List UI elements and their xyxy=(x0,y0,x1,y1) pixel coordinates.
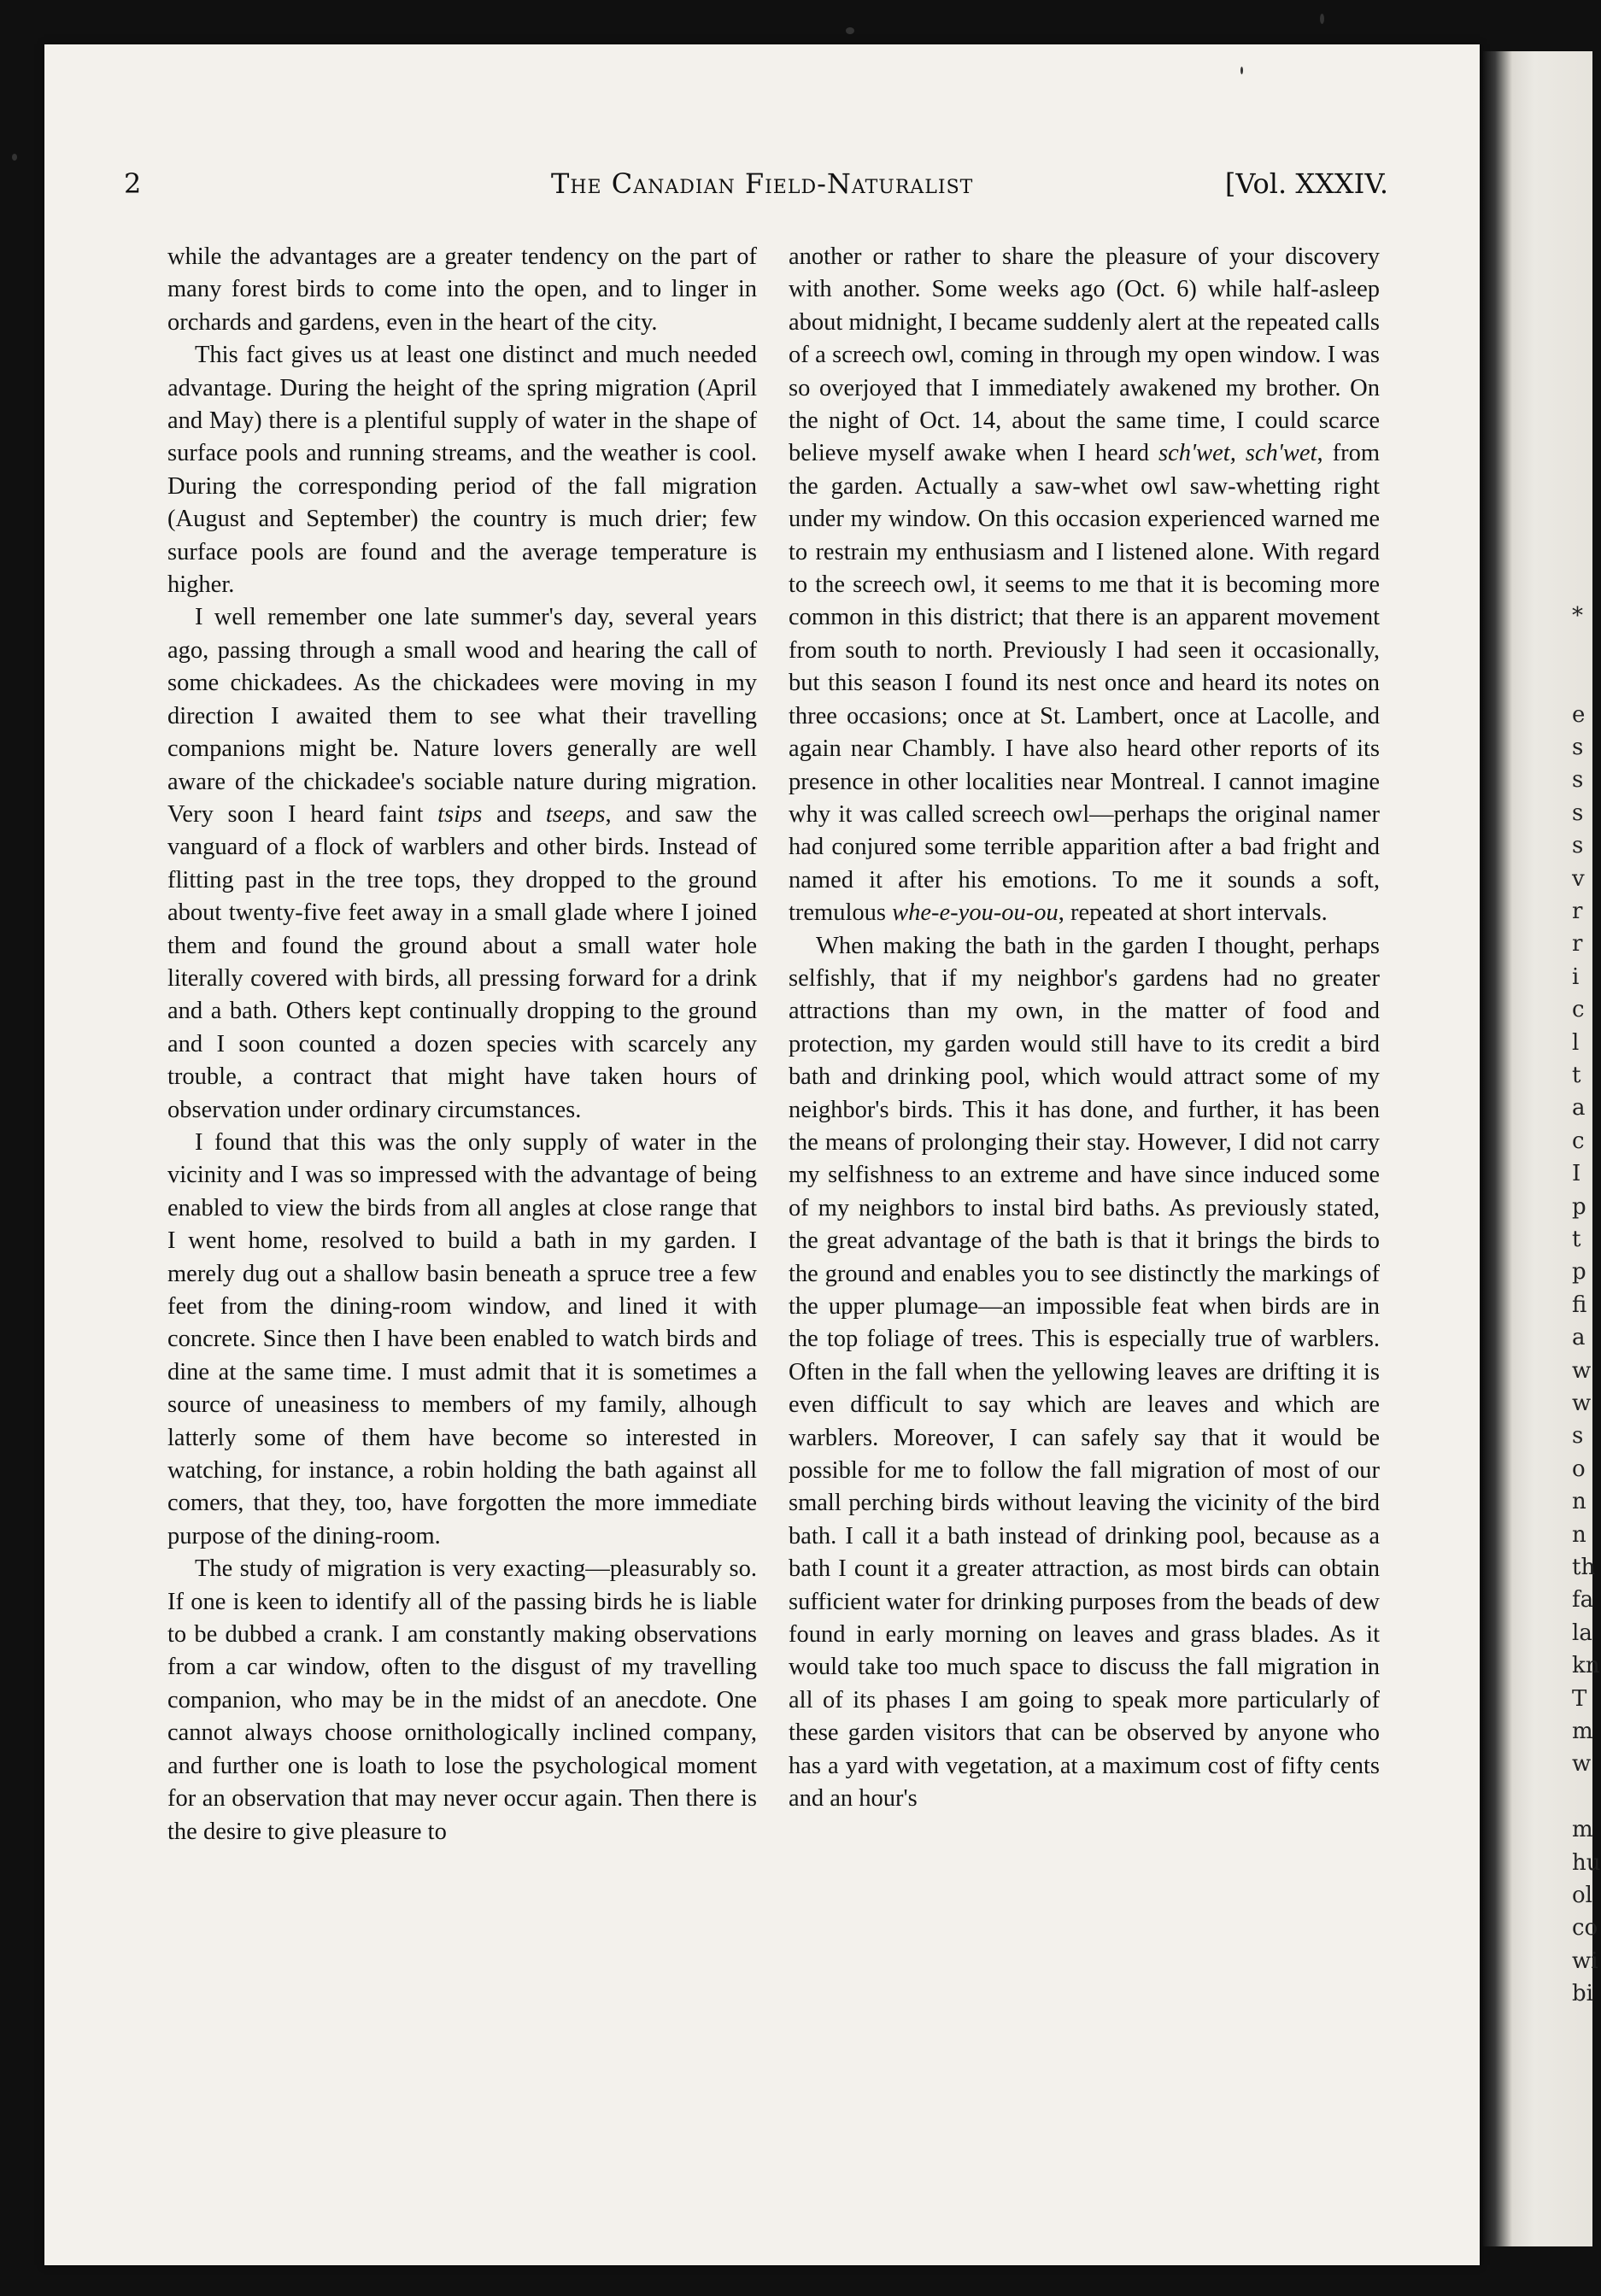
text-run: I well remember one late summer's day, several years ago, passing through a small wood and hearing the call of some chickadees. As the chickadees were moving in my direction I awaited them to see what their travelling companions might be. Nature lovers generally are well aware of the chickadee's sociable nature during migration. Very soon I heard faint xyxy=(167,604,757,828)
text-run: and xyxy=(482,800,546,828)
adjacent-page-fragment: t xyxy=(1572,1063,1581,1088)
adjacent-page-fragment: s xyxy=(1572,1423,1584,1450)
adjacent-page-fragment: * xyxy=(1572,603,1583,630)
running-title: The Canadian Field-Naturalist xyxy=(551,167,974,200)
scan-speck xyxy=(846,27,854,34)
adjacent-page-fragment: c xyxy=(1572,997,1585,1023)
adjacent-page-fragment: la xyxy=(1572,1620,1592,1646)
adjacent-page-fragment: w xyxy=(1572,1391,1592,1416)
adjacent-page-fragment: p xyxy=(1572,1259,1586,1286)
adjacent-page-fragment: a xyxy=(1572,1095,1586,1122)
paragraph xyxy=(789,930,1380,1816)
text-run: while the advantages are a greater tendency on the part of many forest birds to come into the open, and to linger in orchards and gardens, even in the heart of the city. xyxy=(167,243,757,336)
text-run: , repeated at short intervals. xyxy=(1058,899,1328,927)
paragraph xyxy=(167,1127,757,1553)
text-run: I found that this was the only supply of water in the vicinity and I was so impressed with the advantage of being enabled to view the birds from all angles at close range that I went home, resolved to build a bath in my garden. I merely dug out a shallow basin beneath a spruce tree a few feet from the dining-room window, and lined it with concrete. Since then I have been enabled to watch birds and dine at the same time. I must admit that it is sometimes a source of uneasiness to members of my family, alhough latterly some of them have become so interested in watching, for instance, a robin holding the bath against all comers, that they, too, have forgotten the more immediate purpose of the dining-room. xyxy=(167,1128,757,1549)
adjacent-page-fragment: p xyxy=(1572,1193,1586,1220)
adjacent-page-fragment: hu xyxy=(1572,1849,1601,1876)
adjacent-page-fragment: c xyxy=(1572,1128,1585,1154)
adjacent-page-fragment: r xyxy=(1572,931,1583,958)
adjacent-page-fragment: a xyxy=(1572,1325,1586,1351)
adjacent-page-fragment: th xyxy=(1572,1555,1596,1580)
adjacent-page-fragment: w xyxy=(1572,1751,1592,1778)
adjacent-page-fragment: co xyxy=(1572,1915,1598,1942)
scan-speck xyxy=(12,154,17,161)
adjacent-page-fragment: n xyxy=(1572,1521,1586,1548)
text-run: , from the garden. Actually a saw-whet owl saw-whetting right under my window. On this occasion experienced warned me to restrain my enthusiasm and I listened alone. With regard to the screech owl, it seems to me that it is becoming more common in this district; that there is an apparent movement from south to north. Previously I had seen it occasionally, but this season I found its nest once and heard its notes on three occasions; once at St. Lambert, once at Lacolle, and again near Chambly. I have also heard other reports of its presence in other localities near Montreal. I cannot imagine why it was called screech owl—perhaps the original namer had conjured some terrible apparition after a bad fright and named it after his emotions. To me it sounds a soft, tremulous xyxy=(789,440,1380,927)
adjacent-page-fragment: e xyxy=(1572,701,1586,728)
adjacent-page-fragment: I xyxy=(1572,1161,1581,1187)
adjacent-page-fragment: wi xyxy=(1572,1948,1598,1974)
left-column xyxy=(167,241,757,1848)
adjacent-page-fragment: s xyxy=(1572,767,1584,794)
volume-label: [Vol. XXXIV. xyxy=(1224,167,1388,200)
adjacent-page-fragment: l xyxy=(1572,1029,1580,1056)
page-number: 2 xyxy=(124,167,142,200)
adjacent-page-fragment: m xyxy=(1572,1719,1593,1744)
paragraph xyxy=(167,601,757,1127)
paragraph xyxy=(789,241,1380,930)
adjacent-page-fragment: ol xyxy=(1572,1883,1592,1908)
adjacent-page-fragment: kn xyxy=(1572,1653,1600,1679)
adjacent-page-fragment: T xyxy=(1572,1685,1587,1712)
text-run: , and saw the vanguard of a flock of warblers and other birds. Instead of flitting past in the tree tops, they dropped to the ground about twenty-five feet away in a small glade where I joined them and found the ground about a small water hole literally covered with birds, all pressing forward for a drink and a bath. Others kept continually dropping to the ground and I soon counted a dozen species with scarcely any trouble, a contract that might have taken hours of observation under ordinary circumstances. xyxy=(167,800,757,1123)
text-run: The study of migration is very exacting—pleasurably so. If one is keen to identify all of the passing birds he is liable to be dubbed a crank. I am constantly making observations from a car window, often to the disgust of my travelling companion, who may be in the midst of an anecdote. One cannot always choose ornithologically inclined company, and further one is loath to lose the psychological moment for an observation that may never occur again. Then there is the desire to give pleasure to xyxy=(167,1555,757,1845)
adjacent-page-fragment: fa xyxy=(1572,1587,1594,1614)
adjacent-page-fragment: w xyxy=(1572,1357,1592,1384)
adjacent-page-fragment: s xyxy=(1572,800,1584,826)
text-run: another or rather to share the pleasure of your discovery with another. Some weeks ago (Oct. 6) while half-asleep about midnight, I became suddenly alert at the repeated calls of a screech owl, coming in through my open window. I was so overjoyed that I immediately awakened my brother. On the night of Oct. 14, about the same time, I could scarce believe myself awake when I heard xyxy=(789,243,1380,467)
adjacent-page-fragment: s xyxy=(1572,833,1584,859)
adjacent-page-fragment: bi xyxy=(1572,1981,1593,2007)
italic-phrase: sch'wet, sch'wet xyxy=(1158,440,1317,467)
text-run: When making the bath in the garden I thought, perhaps selfishly, that if my neighbor's gardens had no greater attractions than my own, in the matter of food and protection, my garden would still have to its credit a bird bath and drinking pool, which would attract some of my neighbor's birds. This it has done, and further, it has been the means of prolonging their stay. However, I did not carry my selfishness to an extreme and have since induced some of my neighbors to instal bird baths. As previously stated, the great advantage of the bath is that it brings the birds to the ground and enables you to see distinctly the markings of the upper plumage—an impossible feat when birds are in the top foliage of trees. This is especially true of warblers. Often in the fall when the yellowing leaves are drifting it is even difficult to say which are leaves and which are warblers. Moreover, I can safely say that it would be possible for me to follow the fall migration of most of our small perching birds without leaving the vicinity of the bird bath. I call it a bath instead of drinking pool, because as a bath I count it a greater attraction, as most birds can obtain sufficient water for drinking purposes from the beads of dew found in early morning on leaves and grass blades. As it would take too much space to discuss the fall migration in all of its phases I am going to speak more particularly of these garden visitors that can be observed by anyone who has a yard with vegetation, at a maximum cost of fifty cents and an hour's xyxy=(789,932,1380,1813)
paragraph xyxy=(167,339,757,601)
adjacent-page-fragment: fi xyxy=(1572,1292,1587,1318)
adjacent-page-edge xyxy=(1483,51,1601,2246)
page-header xyxy=(124,167,1388,207)
scan-speck xyxy=(1240,67,1243,74)
adjacent-page-fragment: t xyxy=(1572,1227,1581,1252)
paragraph xyxy=(167,241,757,339)
adjacent-page-fragment: r xyxy=(1572,899,1583,924)
adjacent-page-fragment: n xyxy=(1572,1489,1586,1515)
adjacent-page-fragment: i xyxy=(1572,964,1580,990)
right-column xyxy=(789,241,1380,1816)
adjacent-page-fragment: o xyxy=(1572,1456,1586,1482)
paragraph xyxy=(167,1553,757,1848)
italic-phrase: whe-e-you-ou-ou xyxy=(892,899,1059,927)
scan-speck xyxy=(1320,14,1324,24)
italic-phrase: tseeps xyxy=(545,800,606,828)
text-run: This fact gives us at least one distinct and much needed advantage. During the height of the spring migration (April and May) there is a plentiful supply of water in the shape of surface pools and running streams, and the weather is cool. During the corresponding period of the fall migration (August and September) the country is much drier; few surface pools are found and the average temperature is higher. xyxy=(167,342,757,599)
adjacent-page-fragment: s xyxy=(1572,735,1584,760)
adjacent-page-fragment: m xyxy=(1572,1817,1593,1843)
italic-phrase: tsips xyxy=(437,800,483,828)
adjacent-page-fragment: v xyxy=(1572,865,1585,892)
